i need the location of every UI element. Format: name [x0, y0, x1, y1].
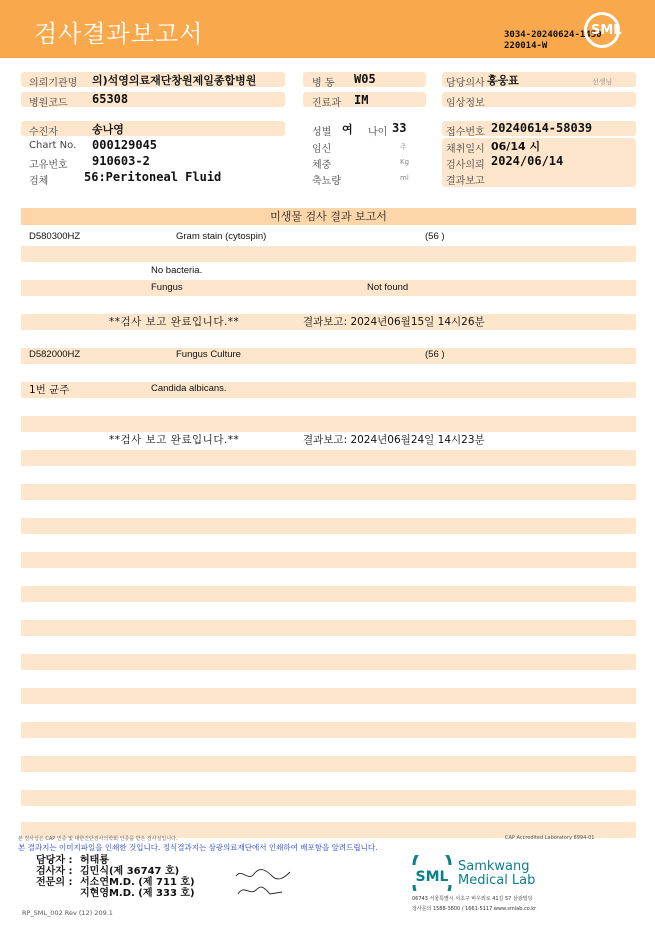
urine-label: 축뇨량: [312, 176, 341, 187]
row-band: [21, 348, 636, 364]
receipt-value: 20240614-58039: [491, 121, 593, 135]
row-band: [21, 586, 636, 602]
collect-value: 06/14 시: [491, 140, 541, 153]
pregnancy-label: 임신: [312, 144, 332, 155]
row-band: [21, 484, 636, 500]
pill-patient: [21, 121, 285, 136]
lab-name: [458, 860, 535, 888]
test1-specimen: (56 ): [425, 231, 445, 242]
doctor-label: 담당의사: [446, 78, 485, 89]
hospital-code-label: 병원코드: [29, 98, 68, 109]
staff-name-3: 서소연M.D. (제 711 호): [80, 877, 195, 888]
row-band: [21, 416, 636, 432]
test1-name: Gram stain (cytospin): [176, 231, 267, 242]
report-number-line1: 3034-20240624-1450: [504, 30, 602, 40]
report-time-1: 결과보고: 2024년06월15일 14시26분: [303, 316, 485, 328]
report-complete-1: **검사 보고 완료입니다.**: [109, 316, 240, 328]
row-band: [21, 722, 636, 738]
staff-role-2: 검사자 :: [36, 866, 73, 877]
test1-result-1: No bacteria.: [151, 265, 203, 276]
id-label: 고유번호: [29, 160, 68, 171]
specimen-label: 검체: [29, 176, 49, 187]
test2-code: D582000HZ: [29, 349, 81, 360]
requester-label: 의뢰기관명: [29, 78, 78, 89]
test1-result-2: Fungus: [151, 282, 183, 293]
specimen-value: 56:Peritoneal Fluid: [84, 170, 222, 184]
urine-unit: ml: [400, 174, 409, 182]
sml-logo-icon: [584, 12, 620, 48]
lab-phone: 검사문의 1588-3800 / 1661-5117 www.smlab.co.kr: [412, 906, 537, 912]
sml-lab-logo-text: SML: [415, 869, 449, 885]
chart-value: 000129045: [92, 138, 158, 152]
lab-name-line2: Medical Lab: [458, 873, 536, 888]
clinical-label: 임상정보: [446, 98, 485, 109]
row-band: [21, 552, 636, 568]
weight-unit: Kg: [400, 158, 410, 166]
row-band: [21, 450, 636, 466]
row-band: [21, 688, 636, 704]
test1-result-2-value: Not found: [367, 282, 409, 293]
image-print-notice: 본 결과지는 이미지파일을 인쇄한 것입니다. 정식결과지는 삼광의료재단에서 인쇄하여 배포함을 알려드립니다.: [18, 843, 378, 852]
row-band: [21, 382, 636, 398]
hospital-code-value: 65308: [92, 92, 129, 106]
test2-name: Fungus Culture: [176, 349, 241, 360]
row-band: [21, 620, 636, 636]
patient-label: 수진자: [29, 127, 58, 138]
section-title: 미생물 검사 결과 보고서: [21, 208, 636, 225]
chart-label: Chart No.: [29, 140, 77, 151]
sex-value: 여: [342, 123, 353, 136]
row-band: [21, 654, 636, 670]
row-band: [21, 756, 636, 772]
staff-role-3: 전문의 :: [36, 877, 73, 888]
isolate-label: 1번 균주: [29, 384, 70, 396]
staff-role-1: 담당자 :: [36, 855, 73, 866]
row-band: [21, 790, 636, 806]
ward-value: W05: [354, 72, 376, 86]
isolate-value: Candida albicans.: [151, 383, 227, 394]
doctor-suffix: 선생님: [592, 78, 613, 86]
result-report-label: 결과보고: [446, 176, 485, 187]
report-time-2: 결과보고: 2024년06월24일 14시23분: [303, 434, 485, 446]
patient-value: 송나영: [92, 123, 124, 136]
staff-name-1: 허태룡: [80, 855, 109, 866]
accreditation-note: 본 검사실은 CAP 인증 및 대한진단검사의학회 인증을 받은 검사실입니다.: [18, 836, 178, 842]
request-label: 검사의뢰: [446, 160, 485, 171]
request-value: 2024/06/14: [491, 154, 564, 168]
row-band: [21, 246, 636, 262]
collect-label: 채취일시: [446, 144, 485, 155]
sml-lab-logo-icon: [408, 855, 456, 891]
dept-value: IM: [354, 93, 369, 107]
signature-icon: [234, 866, 294, 900]
test1-code: D580300HZ: [29, 231, 81, 242]
dept-label: 진료과: [312, 98, 341, 109]
weight-label: 체중: [312, 160, 332, 171]
lab-address: 06743 서울특별시 서초구 바우뫼로 41길 57 삼광빌딩: [412, 896, 533, 902]
lab-name-line1: Samkwang: [458, 859, 530, 874]
row-band: [21, 518, 636, 534]
id-value: 910603-2: [92, 154, 150, 168]
receipt-label: 접수번호: [446, 127, 485, 138]
pregnancy-unit: 주: [400, 143, 407, 151]
report-complete-2: **검사 보고 완료입니다.**: [109, 434, 240, 446]
age-label: 나이: [368, 127, 388, 138]
page-title: 검사결과보고서: [34, 20, 204, 48]
row-band: [21, 280, 636, 296]
ward-label: 병 동: [312, 78, 335, 89]
sex-label: 성별: [312, 127, 332, 138]
form-code: RP_SML_002 Rev (12) 209.1: [22, 909, 113, 917]
requester-value: 의)석영의료재단창원제일종합병원: [92, 74, 257, 87]
doctor-value: 홍웅표: [487, 74, 519, 87]
test2-specimen: (56 ): [425, 349, 445, 360]
report-header: [0, 0, 655, 58]
staff-name-2: 김민식(제 36747 호): [80, 866, 180, 877]
report-number-line2: 220014-W: [504, 41, 548, 51]
cap-accreditation: CAP Accredited Laboratory 8994-01: [505, 835, 595, 841]
logo-text: SML: [591, 23, 622, 38]
age-value: 33: [392, 121, 407, 135]
staff-name-4: 지현영M.D. (제 333 호): [80, 888, 195, 899]
